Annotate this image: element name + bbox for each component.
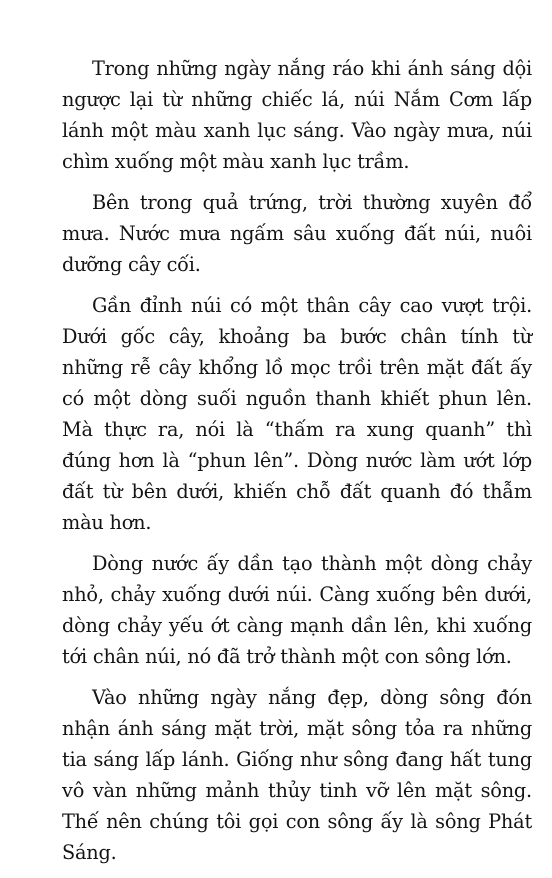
paragraph-5: Vào những ngày nắng đẹp, dòng sông đón nhận ánh sáng mặt trời, mặt sông tỏa ra những tia sáng lấp lánh. Giống như sông đang hất tung vô vàn những mảnh thủy tinh vỡ lên mặt sông. Thế nên chúng tôi gọi con sông ấy là sông Phát Sáng.	[62, 686, 532, 864]
book-page-text	[62, 53, 532, 878]
paragraph-1: Trong những ngày nắng ráo khi ánh sáng dội ngược lại từ những chiếc lá, núi Nắm Cơm lấp lánh một màu xanh lục sáng. Vào ngày mưa, núi chìm xuống một màu xanh lục trầm.	[62, 57, 532, 173]
paragraph-4: Dòng nước ấy dần tạo thành một dòng chảy nhỏ, chảy xuống dưới núi. Càng xuống bên dưới, dòng chảy yếu ớt càng mạnh dần lên, khi xuống tới chân núi, nó đã trở thành một con sông lớn.	[62, 552, 532, 668]
paragraph-2: Bên trong quả trứng, trời thường xuyên đổ mưa. Nước mưa ngấm sâu xuống đất núi, nuôi dưỡng cây cối.	[62, 191, 532, 276]
paragraph-3: Gần đỉnh núi có một thân cây cao vượt trội. Dưới gốc cây, khoảng ba bước chân tính từ những rễ cây khổng lồ mọc trồi trên mặt đất ấy có một dòng suối nguồn thanh khiết phun lên. Mà thực ra, nói là “thấm ra xung quanh” thì đúng hơn là “phun lên”. Dòng nước làm ướt lớp đất từ bên dưới, khiến chỗ đất quanh đó thẫm màu hơn.	[62, 294, 532, 534]
